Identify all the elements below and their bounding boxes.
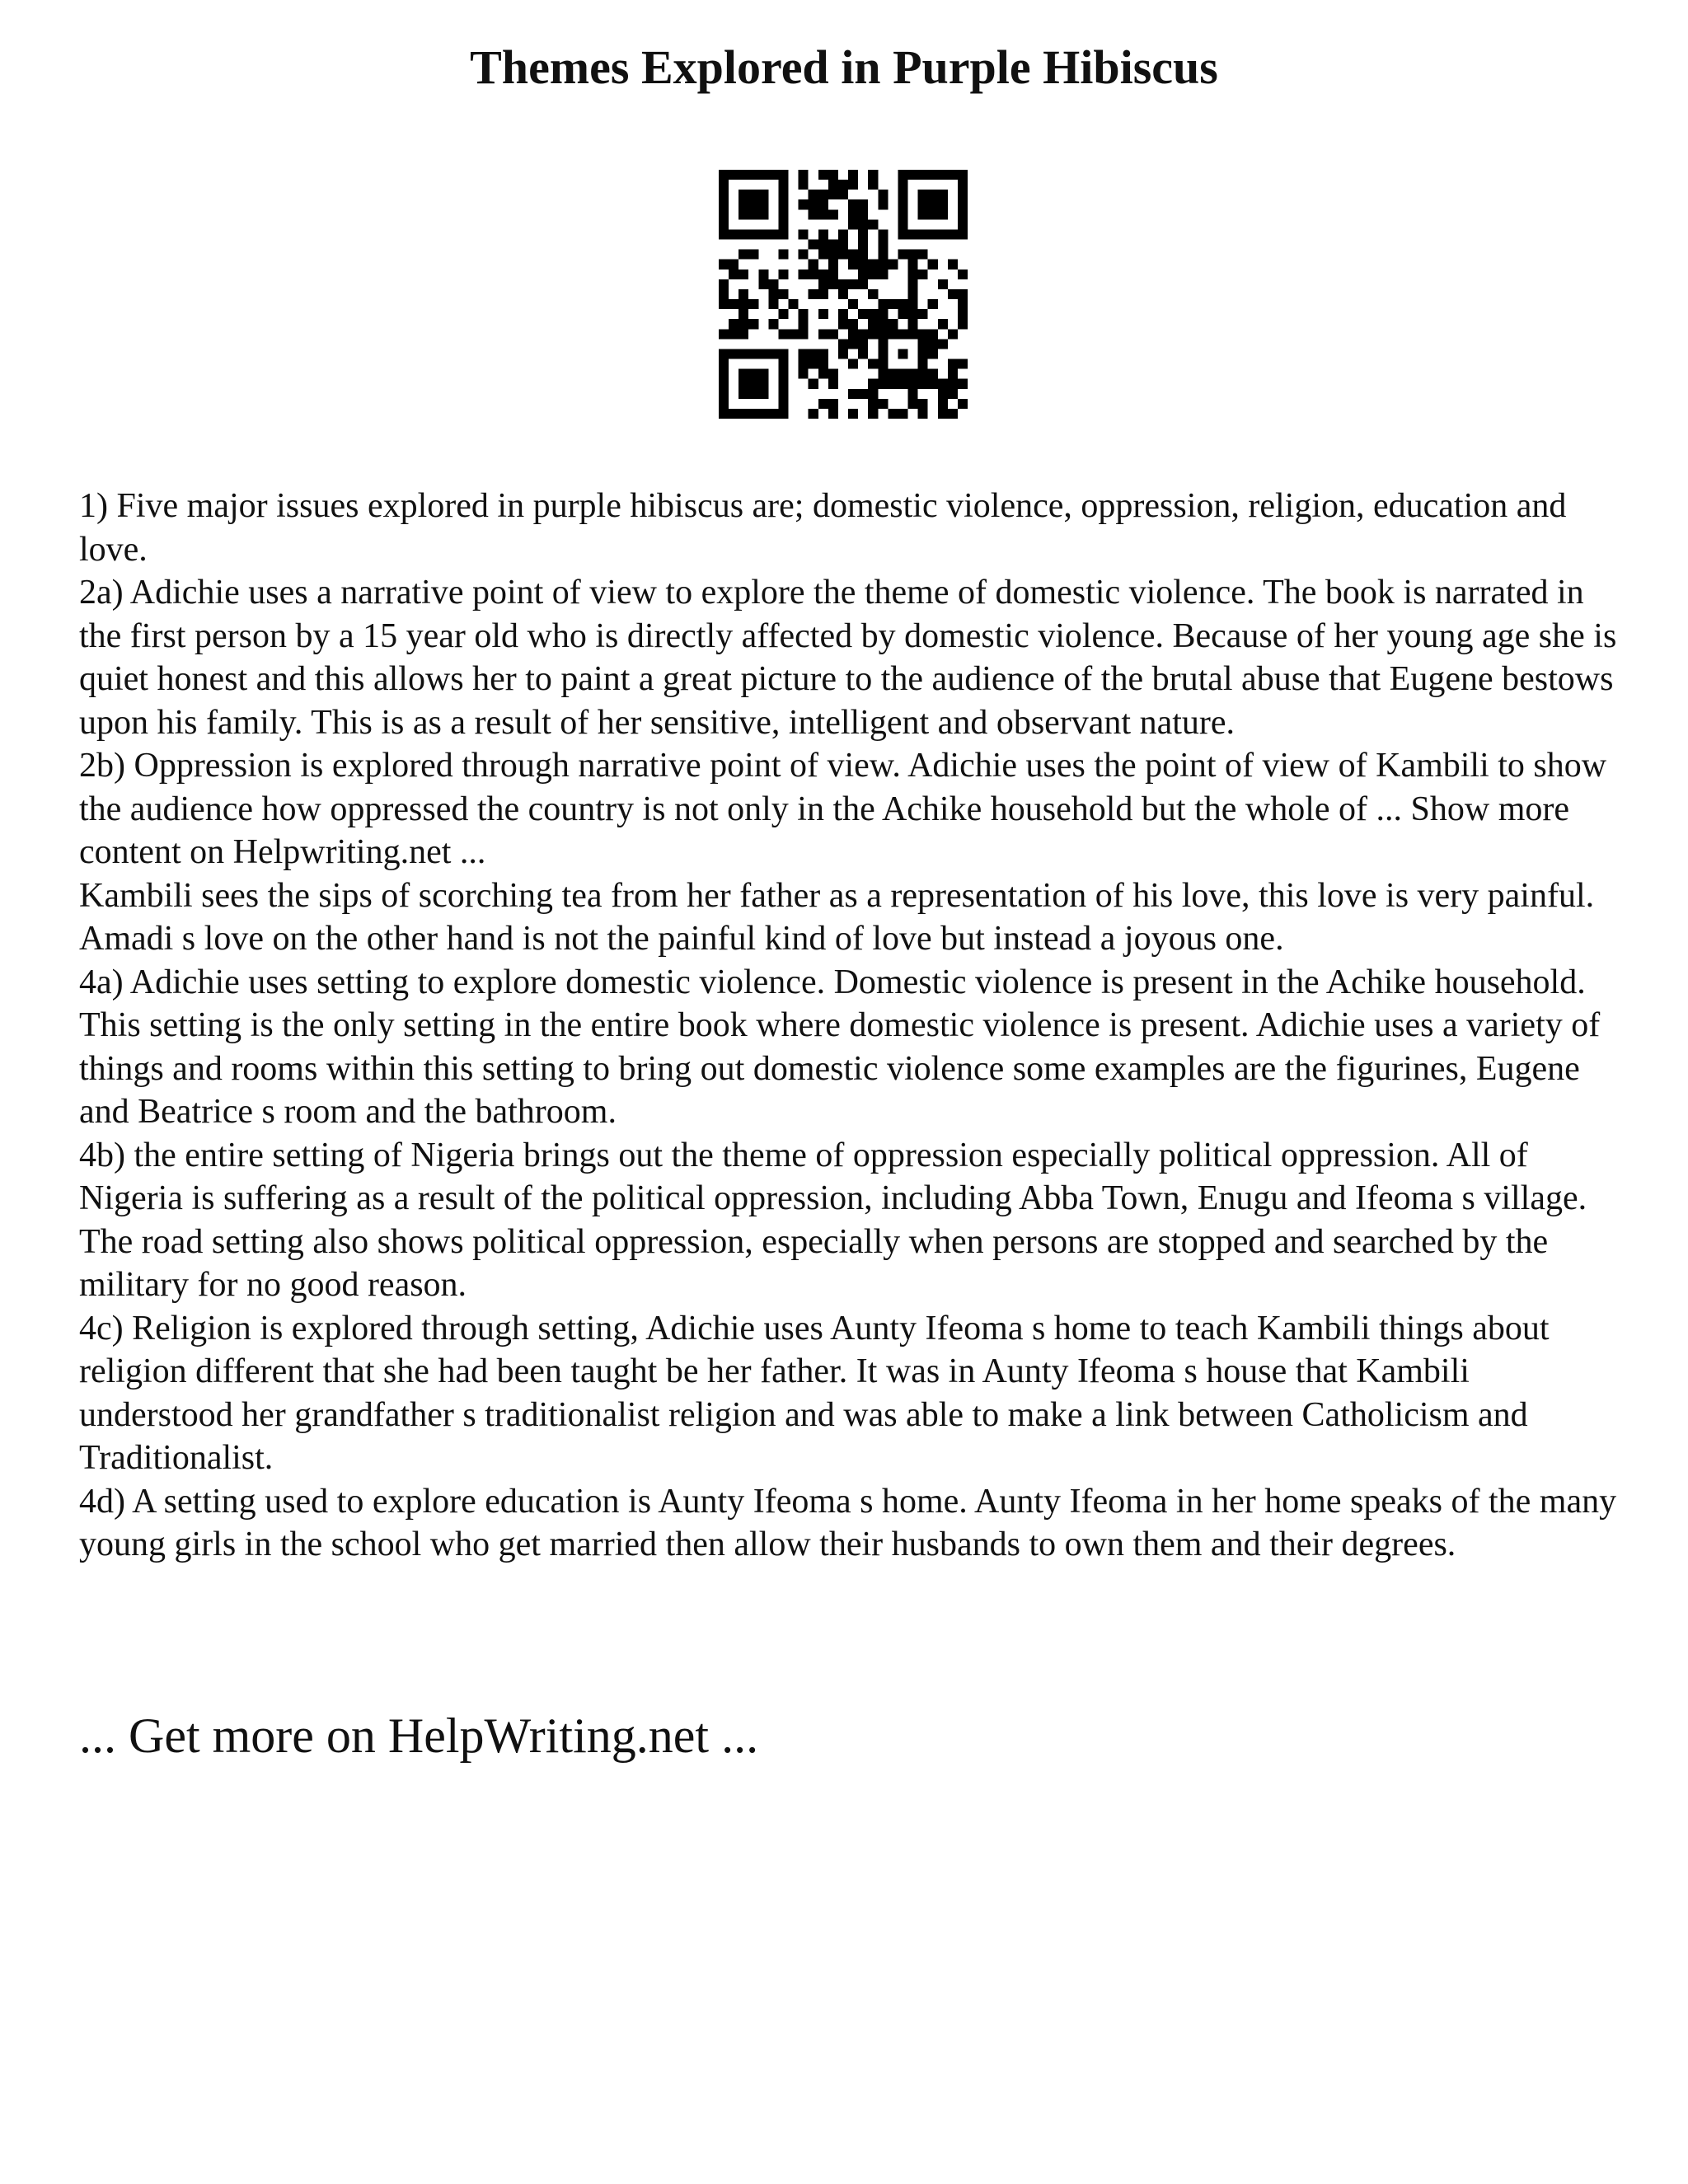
page-title: Themes Explored in Purple Hibiscus (470, 40, 1218, 94)
paragraph-4a: 4a) Adichie uses setting to explore domestic violence. Domestic violence is present in the Achike household. This setting is the only setting in the entire book where domestic violence is present. Adichie uses a variety of things and rooms within this setting to bring out domestic violence some examples are the figurines, Eugene and Beatrice s room and the bathroom. (79, 963, 1601, 1131)
paragraph-4d: 4d) A setting used to explore education is Aunty Ifeoma s home. Aunty Ifeoma in her home speaks of the many young girls in the school who get married then allow their husbands to own them and their degrees. (79, 1482, 1617, 1563)
paragraph-2a: 2a) Adichie uses a narrative point of view to explore the theme of domestic violence. The book is narrated in the first person by a 15 year old who is directly affected by domestic violence. Because of her young age she is quiet honest and this allows her to paint a great picture to the audience of the brutal abuse that Eugene bestows upon his family. This is as a result of her sensitive, intelligent and observant nature. (79, 574, 1617, 742)
paragraph-love: Kambili sees the sips of scorching tea from her father as a representation of his love, this love is very painful. Amadi s love on the other hand is not the painful kind of love but instead a joyous one. (79, 876, 1595, 958)
paragraph-4c: 4c) Religion is explored through setting, Adichie uses Aunty Ifeoma s home to teach Kambili things about religion different that she had been taught be her father. It was in Aunty Ifeoma s house that Kambili understood her grandfather s traditionalist religion and was able to make a link between Catholicism and Traditionalist. (79, 1309, 1550, 1477)
paragraph-4b: 4b) the entire setting of Nigeria brings out the theme of oppression especially political oppression. All of Nigeria is suffering as a result of the political oppression, including Abba Town, Enugu and Ifeoma s village. The road setting also shows political oppression, especially when persons are stopped and searched by the military for no good reason. (79, 1136, 1587, 1304)
paragraph-issues: 1) Five major issues explored in purple hibiscus are; domestic violence, oppression, religion, education and love. (79, 487, 1567, 569)
document-body (79, 485, 1629, 1567)
get-more-link[interactable]: ... Get more on HelpWriting.net ... (79, 1708, 759, 1763)
paragraph-2b: 2b) Oppression is explored through narrative point of view. Adichie uses the point of view of Kambili to show the audience how oppressed the country is not only in the Achike household but the whole of ... Show more content on Helpwriting.net ... (79, 747, 1607, 871)
qr-code-icon (719, 170, 968, 419)
